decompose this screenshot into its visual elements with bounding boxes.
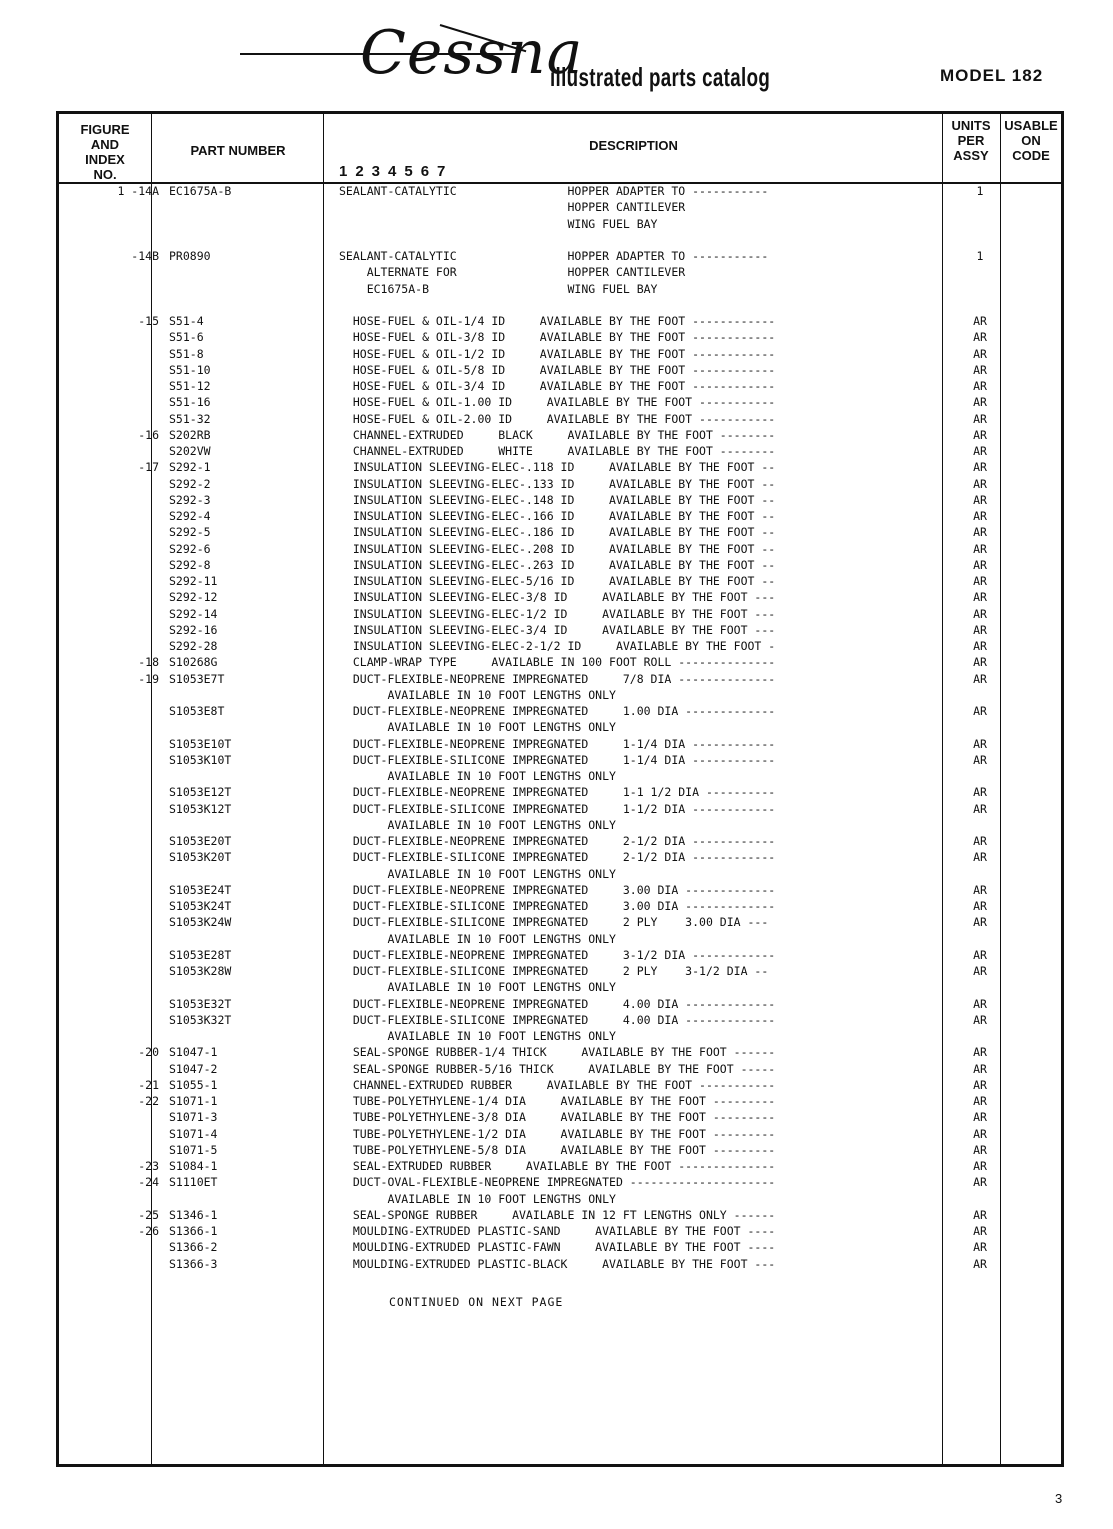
table-row [59, 541, 1061, 557]
units-per-assy: AR [973, 1094, 987, 1108]
description: SEALANT-CATALYTIC HOPPER ADAPTER TO ----------- [339, 249, 769, 263]
index-number: -17 [138, 460, 159, 475]
description: WING FUEL BAY [339, 216, 658, 231]
units-per-assy: AR [973, 964, 987, 978]
units-per-assy: AR [973, 460, 987, 475]
table-row [59, 1207, 1061, 1223]
description: DUCT-FLEXIBLE-SILICONE IMPREGNATED 2 PLY 3-1/2 DIA -- [339, 964, 769, 978]
description: SEAL-SPONGE RUBBER AVAILABLE IN 12 FT LENGTHS ONLY ------ [339, 1207, 776, 1222]
table-row [59, 199, 1061, 215]
description: MOULDING-EXTRUDED PLASTIC-FAWN AVAILABLE BY THE FOOT ---- [339, 1240, 776, 1255]
table-row [59, 979, 1061, 995]
units-per-assy: AR [973, 1077, 987, 1092]
units-per-assy: AR [973, 1207, 987, 1222]
description: DUCT-FLEXIBLE-NEOPRENE IMPREGNATED 7/8 DIA -------------- [339, 671, 776, 686]
part-number: S1053E7T [169, 671, 225, 686]
description: DUCT-FLEXIBLE-NEOPRENE IMPREGNATED 1-1/4 DIA ------------ [339, 736, 776, 751]
table-row [59, 248, 1061, 264]
description: AVAILABLE IN 10 FOOT LENGTHS ONLY [339, 769, 616, 783]
table-row [59, 996, 1061, 1012]
table-row [59, 963, 1061, 979]
part-number: S292-3 [169, 492, 211, 507]
table-row [59, 1158, 1061, 1174]
index-number: -26 [138, 1224, 159, 1238]
description: DUCT-FLEXIBLE-SILICONE IMPREGNATED 1-1/4 DIA ------------ [339, 752, 776, 767]
part-number: S292-5 [169, 525, 211, 540]
part-number: S1053K28W [169, 964, 232, 978]
part-number: S202RB [169, 427, 211, 442]
part-number: S1053K24W [169, 915, 232, 930]
table-row [59, 606, 1061, 622]
units-per-assy: 1 [976, 249, 984, 263]
description: DUCT-OVAL-FLEXIBLE-NEOPRENE IMPREGNATED --------------------- [339, 1175, 776, 1190]
units-per-assy: AR [973, 362, 987, 377]
table-row [59, 411, 1061, 427]
header-indent-digits: 1234567 [339, 163, 454, 180]
table-row [59, 1061, 1061, 1077]
header-description: DESCRIPTION [589, 138, 678, 153]
description: DUCT-FLEXIBLE-NEOPRENE IMPREGNATED 3.00 DIA ------------- [339, 882, 776, 897]
page-number: 3 [1055, 1491, 1063, 1506]
table-row [59, 801, 1061, 817]
header-usable: USABLE ON CODE [1004, 118, 1058, 163]
part-number: S1053K10T [169, 752, 232, 767]
units-per-assy: AR [973, 947, 987, 962]
part-number: S51-8 [169, 346, 204, 361]
header-part-number: PART NUMBER [190, 143, 286, 158]
table-row [59, 394, 1061, 410]
part-number: S51-10 [169, 362, 211, 377]
table-row [59, 216, 1061, 232]
index-number: -18 [138, 655, 159, 670]
table-row [59, 313, 1061, 329]
index-number: -25 [138, 1207, 159, 1222]
table-row [59, 1142, 1061, 1158]
table-row [59, 947, 1061, 963]
units-per-assy: AR [973, 882, 987, 897]
table-row [59, 1223, 1061, 1239]
description: INSULATION SLEEVING-ELEC-3/4 ID AVAILABLE BY THE FOOT --- [339, 622, 776, 637]
table-row [59, 1256, 1061, 1272]
table-row [59, 183, 1061, 199]
part-number: S1055-1 [169, 1077, 218, 1092]
description: INSULATION SLEEVING-ELEC-.118 ID AVAILABLE BY THE FOOT -- [339, 460, 776, 475]
description: HOSE-FUEL & OIL-5/8 ID AVAILABLE BY THE FOOT ------------ [339, 362, 776, 377]
table-row [59, 264, 1061, 280]
table-row [59, 459, 1061, 475]
units-per-assy: AR [973, 639, 987, 653]
part-number: S202VW [169, 444, 211, 458]
table-row [59, 297, 1061, 313]
description: CHANNEL-EXTRUDED WHITE AVAILABLE BY THE FOOT -------- [339, 444, 776, 458]
units-per-assy: AR [973, 1045, 987, 1060]
part-number: S1071-1 [169, 1094, 218, 1108]
units-per-assy: AR [973, 314, 987, 328]
part-number: S1366-1 [169, 1224, 218, 1238]
part-number: S1053K24T [169, 899, 232, 913]
table-row [59, 768, 1061, 784]
description: DUCT-FLEXIBLE-NEOPRENE IMPREGNATED 2-1/2 DIA ------------ [339, 834, 776, 848]
units-per-assy: AR [973, 509, 987, 523]
table-row [59, 687, 1061, 703]
description: HOPPER CANTILEVER [339, 200, 686, 215]
catalog-subtitle: illustrated parts catalog [550, 62, 771, 92]
part-number: S1053E10T [169, 736, 232, 751]
description: TUBE-POLYETHYLENE-5/8 DIA AVAILABLE BY THE FOOT --------- [339, 1142, 776, 1157]
units-per-assy: AR [973, 525, 987, 540]
part-number: S292-4 [169, 509, 211, 523]
units-per-assy: AR [973, 492, 987, 507]
units-per-assy: AR [973, 590, 987, 605]
part-number: S292-1 [169, 460, 211, 475]
units-per-assy: AR [973, 1224, 987, 1238]
description: TUBE-POLYETHYLENE-3/8 DIA AVAILABLE BY THE FOOT --------- [339, 1110, 776, 1125]
part-number: S292-16 [169, 622, 218, 637]
table-row [59, 849, 1061, 865]
table-row [59, 719, 1061, 735]
units-per-assy: AR [973, 411, 987, 426]
table-row [59, 1191, 1061, 1207]
table-row [59, 1093, 1061, 1109]
description: AVAILABLE IN 10 FOOT LENGTHS ONLY [339, 1191, 616, 1206]
part-number: S1071-3 [169, 1110, 218, 1125]
description: TUBE-POLYETHYLENE-1/4 DIA AVAILABLE BY THE FOOT --------- [339, 1094, 776, 1108]
units-per-assy: AR [973, 557, 987, 572]
description: DUCT-FLEXIBLE-NEOPRENE IMPREGNATED 1-1 1/2 DIA ---------- [339, 785, 776, 800]
table-row [59, 1028, 1061, 1044]
units-per-assy: AR [973, 785, 987, 800]
units-per-assy: AR [973, 834, 987, 848]
units-per-assy: AR [973, 1142, 987, 1157]
part-number: PR0890 [169, 249, 211, 263]
table-row [59, 833, 1061, 849]
part-number: S292-11 [169, 574, 218, 588]
table-row [59, 346, 1061, 362]
index-number: -24 [138, 1175, 159, 1190]
part-number: S292-12 [169, 590, 218, 605]
units-per-assy: 1 [976, 184, 984, 198]
table-row [59, 443, 1061, 459]
cessna-logo: Cessna [360, 18, 584, 88]
table-row [59, 638, 1061, 654]
description: AVAILABLE IN 10 FOOT LENGTHS ONLY [339, 980, 616, 995]
description: AVAILABLE IN 10 FOOT LENGTHS ONLY [339, 817, 616, 832]
table-row [59, 524, 1061, 540]
table-row [59, 589, 1061, 605]
units-per-assy: AR [973, 1012, 987, 1027]
header-units: UNITS PER ASSY [951, 118, 991, 163]
units-per-assy: AR [973, 1175, 987, 1190]
part-number: S1053K20T [169, 850, 232, 865]
part-number: S1053E28T [169, 947, 232, 962]
units-per-assy: AR [973, 427, 987, 442]
table-row [59, 1012, 1061, 1028]
index-number: -14B [131, 249, 159, 263]
units-per-assy: AR [973, 476, 987, 491]
units-per-assy: AR [973, 541, 987, 556]
units-per-assy: AR [973, 444, 987, 458]
units-per-assy: AR [973, 330, 987, 345]
description: AVAILABLE IN 10 FOOT LENGTHS ONLY [339, 720, 616, 735]
description: INSULATION SLEEVING-ELEC-.186 ID AVAILABLE BY THE FOOT -- [339, 525, 776, 540]
table-row [59, 866, 1061, 882]
description: AVAILABLE IN 10 FOOT LENGTHS ONLY [339, 1029, 616, 1043]
description: INSULATION SLEEVING-ELEC-.166 ID AVAILABLE BY THE FOOT -- [339, 509, 776, 523]
description: INSULATION SLEEVING-ELEC-3/8 ID AVAILABLE BY THE FOOT --- [339, 590, 776, 605]
description: DUCT-FLEXIBLE-SILICONE IMPREGNATED 1-1/2 DIA ------------ [339, 801, 776, 816]
part-number: S51-12 [169, 379, 211, 393]
part-number: S1366-3 [169, 1256, 218, 1271]
table-row [59, 914, 1061, 930]
index-number: -19 [138, 671, 159, 686]
table-row [59, 557, 1061, 573]
description: SEAL-SPONGE RUBBER-1/4 THICK AVAILABLE BY THE FOOT ------ [339, 1045, 776, 1060]
table-row [59, 232, 1061, 248]
part-number: S1366-2 [169, 1240, 218, 1255]
index-number: 1 -14A [117, 184, 159, 198]
description: INSULATION SLEEVING-ELEC-.208 ID AVAILABLE BY THE FOOT -- [339, 541, 776, 556]
part-number: S1071-5 [169, 1142, 218, 1157]
units-per-assy: AR [973, 752, 987, 767]
part-number: S292-8 [169, 557, 211, 572]
table-row [59, 492, 1061, 508]
part-number: S292-14 [169, 606, 218, 621]
table-row [59, 1044, 1061, 1060]
index-number: -22 [138, 1094, 159, 1108]
description: CLAMP-WRAP TYPE AVAILABLE IN 100 FOOT ROLL -------------- [339, 655, 776, 670]
units-per-assy: AR [973, 704, 987, 718]
description: CHANNEL-EXTRUDED RUBBER AVAILABLE BY THE FOOT ----------- [339, 1077, 776, 1092]
table-row [59, 898, 1061, 914]
units-per-assy: AR [973, 899, 987, 913]
description: HOSE-FUEL & OIL-1.00 ID AVAILABLE BY THE FOOT ----------- [339, 395, 776, 410]
description: INSULATION SLEEVING-ELEC-2-1/2 ID AVAILABLE BY THE FOOT - [339, 639, 776, 653]
units-per-assy: AR [973, 1256, 987, 1271]
part-number: S1053K32T [169, 1012, 232, 1027]
table-row [59, 378, 1061, 394]
table-row [59, 1077, 1061, 1093]
description: INSULATION SLEEVING-ELEC-.133 ID AVAILABLE BY THE FOOT -- [339, 476, 776, 491]
index-number: -23 [138, 1159, 159, 1173]
units-per-assy: AR [973, 671, 987, 686]
description: DUCT-FLEXIBLE-NEOPRENE IMPREGNATED 1.00 DIA ------------- [339, 704, 776, 718]
table-row [59, 931, 1061, 947]
table-row [59, 427, 1061, 443]
part-number: S1053E24T [169, 882, 232, 897]
description: MOULDING-EXTRUDED PLASTIC-BLACK AVAILABLE BY THE FOOT --- [339, 1256, 776, 1271]
description: AVAILABLE IN 10 FOOT LENGTHS ONLY [339, 866, 616, 881]
units-per-assy: AR [973, 655, 987, 670]
units-per-assy: AR [973, 606, 987, 621]
part-number: S51-16 [169, 395, 211, 410]
table-row [59, 654, 1061, 670]
description: ALTERNATE FOR HOPPER CANTILEVER [339, 265, 686, 280]
description: EC1675A-B WING FUEL BAY [339, 281, 658, 296]
units-per-assy: AR [973, 996, 987, 1011]
description: DUCT-FLEXIBLE-SILICONE IMPREGNATED 3.00 DIA ------------- [339, 899, 776, 913]
table-row [59, 703, 1061, 719]
description: SEAL-SPONGE RUBBER-5/16 THICK AVAILABLE BY THE FOOT ----- [339, 1061, 776, 1076]
part-number: S1053E20T [169, 834, 232, 848]
part-number: S51-6 [169, 330, 204, 345]
table-row [59, 476, 1061, 492]
description: INSULATION SLEEVING-ELEC-5/16 ID AVAILABLE BY THE FOOT -- [339, 574, 776, 588]
table-row [59, 573, 1061, 589]
table-row [59, 281, 1061, 297]
table-row [59, 752, 1061, 768]
description: HOSE-FUEL & OIL-3/8 ID AVAILABLE BY THE FOOT ------------ [339, 330, 776, 345]
units-per-assy: AR [973, 379, 987, 393]
description: INSULATION SLEEVING-ELEC-.263 ID AVAILABLE BY THE FOOT -- [339, 557, 776, 572]
part-number: S51-32 [169, 411, 211, 426]
units-per-assy: AR [973, 346, 987, 361]
part-number: S1053E12T [169, 785, 232, 800]
table-row [59, 817, 1061, 833]
units-per-assy: AR [973, 1061, 987, 1076]
description: AVAILABLE IN 10 FOOT LENGTHS ONLY [339, 687, 616, 702]
part-number: S292-28 [169, 639, 218, 653]
description: DUCT-FLEXIBLE-SILICONE IMPREGNATED 2 PLY 3.00 DIA --- [339, 915, 769, 930]
description: SEALANT-CATALYTIC HOPPER ADAPTER TO ----------- [339, 184, 769, 198]
table-row [59, 1174, 1061, 1190]
units-per-assy: AR [973, 574, 987, 588]
description: CHANNEL-EXTRUDED BLACK AVAILABLE BY THE FOOT -------- [339, 427, 776, 442]
part-number: S1053E8T [169, 704, 225, 718]
table-row [59, 1126, 1061, 1142]
part-number: S1053K12T [169, 801, 232, 816]
description: HOSE-FUEL & OIL-1/4 ID AVAILABLE BY THE FOOT ------------ [339, 314, 776, 328]
table-row [59, 671, 1061, 687]
index-number: -21 [138, 1077, 159, 1092]
part-number: S1346-1 [169, 1207, 218, 1222]
part-number: S1084-1 [169, 1159, 218, 1173]
description: TUBE-POLYETHYLENE-1/2 DIA AVAILABLE BY THE FOOT --------- [339, 1126, 776, 1141]
units-per-assy: AR [973, 850, 987, 865]
part-number: S1071-4 [169, 1126, 218, 1141]
part-number: EC1675A-B [169, 184, 232, 198]
units-per-assy: AR [973, 395, 987, 410]
units-per-assy: AR [973, 915, 987, 930]
index-number: -20 [138, 1045, 159, 1060]
units-per-assy: AR [973, 1110, 987, 1125]
index-number: -16 [138, 427, 159, 442]
description: DUCT-FLEXIBLE-SILICONE IMPREGNATED 4.00 DIA ------------- [339, 1012, 776, 1027]
table-row [59, 622, 1061, 638]
model-label: MODEL 182 [940, 66, 1044, 85]
table-row [59, 784, 1061, 800]
table-row [59, 1109, 1061, 1125]
table-row [59, 362, 1061, 378]
description: DUCT-FLEXIBLE-NEOPRENE IMPREGNATED 3-1/2 DIA ------------ [339, 947, 776, 962]
description: DUCT-FLEXIBLE-SILICONE IMPREGNATED 2-1/2 DIA ------------ [339, 850, 776, 865]
part-number: S1053E32T [169, 996, 232, 1011]
part-number: S292-6 [169, 541, 211, 556]
description: DUCT-FLEXIBLE-NEOPRENE IMPREGNATED 4.00 DIA ------------- [339, 996, 776, 1011]
part-number: S1110ET [169, 1175, 218, 1190]
part-number: S292-2 [169, 476, 211, 491]
units-per-assy: AR [973, 1126, 987, 1141]
description: INSULATION SLEEVING-ELEC-.148 ID AVAILABLE BY THE FOOT -- [339, 492, 776, 507]
parts-table [56, 111, 1064, 1467]
units-per-assy: AR [973, 622, 987, 637]
units-per-assy: AR [973, 801, 987, 816]
table-row [59, 1239, 1061, 1255]
units-per-assy: AR [973, 1240, 987, 1255]
description: HOSE-FUEL & OIL-3/4 ID AVAILABLE BY THE FOOT ------------ [339, 379, 776, 393]
part-number: S1047-1 [169, 1045, 218, 1060]
table-row [59, 736, 1061, 752]
part-number: S10268G [169, 655, 218, 670]
description: HOSE-FUEL & OIL-1/2 ID AVAILABLE BY THE FOOT ------------ [339, 346, 776, 361]
table-row [59, 882, 1061, 898]
description: HOSE-FUEL & OIL-2.00 ID AVAILABLE BY THE FOOT ----------- [339, 411, 776, 426]
part-number: S51-4 [169, 314, 204, 328]
description: SEAL-EXTRUDED RUBBER AVAILABLE BY THE FOOT -------------- [339, 1159, 776, 1173]
description: AVAILABLE IN 10 FOOT LENGTHS ONLY [339, 931, 616, 946]
table-row [59, 508, 1061, 524]
units-per-assy: AR [973, 736, 987, 751]
index-number: -15 [138, 314, 159, 328]
description: MOULDING-EXTRUDED PLASTIC-SAND AVAILABLE BY THE FOOT ---- [339, 1224, 776, 1238]
units-per-assy: AR [973, 1159, 987, 1173]
continued-note: CONTINUED ON NEXT PAGE [389, 1295, 564, 1309]
part-number: S1047-2 [169, 1061, 218, 1076]
header-figure: FIGURE AND INDEX NO. [80, 122, 130, 182]
table-row [59, 329, 1061, 345]
description: INSULATION SLEEVING-ELEC-1/2 ID AVAILABLE BY THE FOOT --- [339, 606, 776, 621]
